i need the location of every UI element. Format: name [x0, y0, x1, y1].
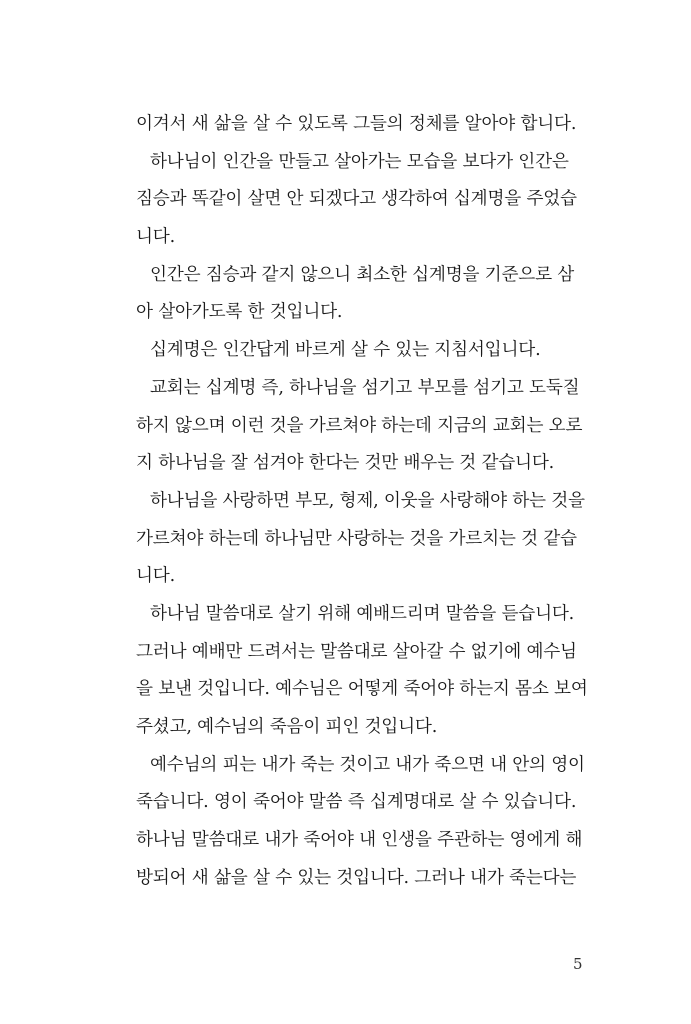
text-line: 하나님 말씀대로 내가 죽어야 내 인생을 주관하는 영에게 해 [136, 830, 583, 851]
page-number: 5 [573, 955, 583, 973]
text-line: 아 살아가도록 한 것입니다. [136, 302, 343, 323]
text-line: 인간은 짐승과 같지 않으니 최소한 십계명을 기준으로 삼 [150, 264, 575, 285]
text-line: 방되어 새 삶을 살 수 있는 것입니다. 그러나 내가 죽는다는 [136, 867, 577, 888]
text-line: 니다. [136, 566, 175, 587]
text-line: 십계명은 인간답게 바르게 살 수 있는 지침서입니다. [150, 340, 541, 361]
text-line: 가르쳐야 하는데 하나님만 사랑하는 것을 가르치는 것 같습 [136, 528, 577, 549]
text-line: 하나님이 인간을 만들고 살아가는 모습을 보다가 인간은 [150, 151, 569, 172]
text-line: 짐승과 똑같이 살면 안 되겠다고 생각하여 십계명을 주었습 [136, 189, 577, 210]
text-line: 그러나 예배만 드려서는 말씀대로 살아갈 수 없기에 예수님 [136, 641, 577, 662]
text-line: 을 보낸 것입니다. 예수님은 어떻게 죽어야 하는지 몸소 보여 [136, 679, 588, 700]
text-line: 예수님의 피는 내가 죽는 것이고 내가 죽으면 내 안의 영이 [150, 754, 585, 775]
text-line: 하나님 말씀대로 살기 위해 예배드리며 말씀을 듣습니다. [150, 603, 575, 624]
text-line: 주셨고, 예수님의 죽음이 피인 것입니다. [136, 717, 438, 737]
text-line: 죽습니다. 영이 죽어야 말씀 즉 십계명대로 살 수 있습니다. [136, 792, 577, 813]
text-line: 교회는 십계명 즉, 하나님을 섬기고 부모를 섬기고 도둑질 [150, 377, 580, 398]
text-line: 니다. [136, 227, 175, 248]
text-line: 지 하나님을 잘 섬겨야 한다는 것만 배우는 것 같습니다. [136, 453, 555, 474]
text-line: 이겨서 새 삶을 살 수 있도록 그들의 정체를 알아야 합니다. [136, 114, 577, 134]
text-line: 하지 않으며 이런 것을 가르쳐야 하는데 지금의 교회는 오로 [136, 415, 583, 436]
body-text [136, 106, 588, 897]
text-line: 하나님을 사랑하면 부모, 형제, 이웃을 사랑해야 하는 것을 [150, 490, 585, 511]
